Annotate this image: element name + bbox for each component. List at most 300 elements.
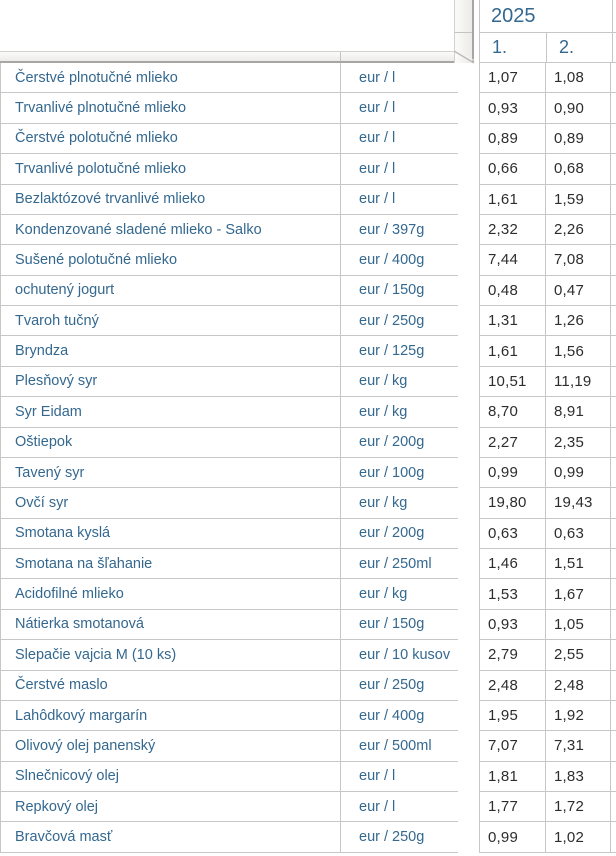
product-name: Bravčová masť [15, 829, 113, 846]
unit-label: eur / kg [359, 586, 408, 603]
product-name: Lahôdkový margarín [15, 707, 148, 724]
value-month2: 1,72 [554, 798, 584, 816]
product-cell [1, 610, 341, 639]
value-cell-month2 [546, 367, 611, 396]
table-row [1, 215, 458, 245]
value-cell-month2 [546, 63, 611, 92]
product-name: Čerstvé polotučné mlieko [15, 130, 178, 147]
value-cell-month2 [546, 458, 611, 487]
table-row [1, 640, 458, 670]
product-cell [1, 306, 341, 335]
value-month1: 0,99 [488, 828, 518, 846]
product-name: Nátierka smotanová [15, 616, 144, 633]
value-month2: 1,26 [554, 312, 584, 330]
value-cell-month1 [480, 397, 546, 426]
month-header-cell-2[interactable] [547, 33, 613, 62]
table-row [1, 792, 458, 822]
product-name: Ovčí syr [15, 494, 69, 511]
value-row [479, 701, 616, 731]
value-cell-month1 [480, 93, 546, 122]
unit-cell [341, 519, 458, 548]
unit-label: eur / 250g [359, 312, 425, 329]
value-cell-month2 [546, 428, 611, 457]
value-month2: 8,91 [554, 403, 584, 421]
value-month2: 2,26 [554, 221, 584, 239]
unit-label: eur / 397g [359, 221, 425, 238]
cutoff-column [611, 276, 616, 305]
product-cell [1, 215, 341, 244]
value-month1: 0,63 [488, 524, 518, 542]
cutoff-column [611, 93, 616, 122]
unit-label: eur / l [359, 768, 396, 785]
unit-label: eur / 150g [359, 282, 425, 299]
month-1-label: 1. [492, 37, 508, 57]
value-cell-month1 [480, 458, 546, 487]
unit-cell [341, 610, 458, 639]
unit-label: eur / 150g [359, 616, 425, 633]
unit-cell [341, 549, 458, 578]
value-cell-month1 [480, 276, 546, 305]
value-month1: 2,27 [488, 433, 518, 451]
product-cell [1, 458, 341, 487]
product-cell [1, 245, 341, 274]
value-month2: 2,48 [554, 676, 584, 694]
value-month2: 1,92 [554, 707, 584, 725]
year-label: 2025 [491, 4, 536, 27]
product-cell [1, 792, 341, 821]
value-row [479, 93, 616, 123]
value-month2: 7,31 [554, 737, 584, 755]
value-cell-month1 [480, 215, 546, 244]
cutoff-column [611, 822, 616, 851]
product-name: Tvaroh tučný [15, 312, 99, 329]
value-row [479, 276, 616, 306]
value-month2: 2,35 [554, 433, 584, 451]
value-row [479, 245, 616, 275]
unit-label: eur / kg [359, 403, 408, 420]
cutoff-column [611, 549, 616, 578]
value-cell-month1 [480, 185, 546, 214]
cutoff-column [611, 610, 616, 639]
cutoff-column [611, 306, 616, 335]
product-name: Tavený syr [15, 464, 85, 481]
value-month1: 1,07 [488, 69, 518, 87]
value-row [479, 762, 616, 792]
cutoff-column [611, 458, 616, 487]
value-row [479, 549, 616, 579]
value-month2: 1,59 [554, 190, 584, 208]
value-row [479, 63, 616, 93]
value-cell-month2 [546, 154, 611, 183]
product-cell [1, 336, 341, 365]
unit-cell [341, 488, 458, 517]
value-cell-month1 [480, 336, 546, 365]
value-row [479, 124, 616, 154]
cutoff-column [611, 671, 616, 700]
value-month1: 0,48 [488, 281, 518, 299]
value-cell-month1 [480, 792, 546, 821]
value-cell-month2 [546, 519, 611, 548]
value-row [479, 579, 616, 609]
unit-label: eur / l [359, 130, 396, 147]
unit-label: eur / 400g [359, 251, 425, 268]
value-row [479, 488, 616, 518]
value-cell-month1 [480, 701, 546, 730]
value-cell-month2 [546, 549, 611, 578]
value-cell-month1 [480, 822, 546, 851]
cutoff-column [611, 397, 616, 426]
value-month1: 0,93 [488, 99, 518, 117]
cutoff-column [611, 640, 616, 669]
value-month1: 0,89 [488, 129, 518, 147]
value-row [479, 397, 616, 427]
product-name: Bezlaktózové trvanlivé mlieko [15, 191, 206, 208]
value-month1: 0,99 [488, 464, 518, 482]
product-cell [1, 276, 341, 305]
value-month1: 10,51 [488, 372, 527, 390]
table-row [1, 731, 458, 761]
product-cell [1, 397, 341, 426]
value-cell-month2 [546, 276, 611, 305]
value-rows [479, 63, 616, 853]
value-row [479, 792, 616, 822]
product-name: Smotana na šľahanie [15, 555, 153, 572]
table-row [1, 671, 458, 701]
value-cell-month2 [546, 124, 611, 153]
product-name: Slnečnicový olej [15, 768, 119, 785]
unit-label: eur / 250g [359, 829, 425, 846]
table-row [1, 458, 458, 488]
splitter-column-divider [340, 52, 341, 61]
value-cell-month2 [546, 701, 611, 730]
unit-cell [341, 671, 458, 700]
product-cell [1, 428, 341, 457]
value-cell-month1 [480, 671, 546, 700]
cutoff-column [611, 792, 616, 821]
product-name: Repkový olej [15, 798, 99, 815]
unit-label: eur / l [359, 160, 396, 177]
value-row [479, 154, 616, 184]
value-row [479, 336, 616, 366]
value-month2: 1,02 [554, 828, 584, 846]
horizontal-splitter-bar[interactable] [0, 51, 455, 63]
value-month2: 1,67 [554, 585, 584, 603]
value-cell-month2 [546, 822, 611, 851]
table-row [1, 519, 458, 549]
table-row [1, 367, 458, 397]
value-month1: 7,07 [488, 737, 518, 755]
value-cell-month2 [546, 731, 611, 760]
value-cell-month1 [480, 762, 546, 791]
table-row [1, 245, 458, 275]
left-rows [0, 63, 458, 853]
splitter-row-divider [455, 32, 472, 33]
unit-cell [341, 397, 458, 426]
value-month2: 7,08 [554, 251, 584, 269]
table-row [1, 124, 458, 154]
unit-label: eur / 10 kusov [359, 646, 451, 663]
table-row [1, 154, 458, 184]
value-cell-month1 [480, 428, 546, 457]
unit-label: eur / l [359, 191, 396, 208]
unit-label: eur / 100g [359, 464, 425, 481]
product-name: Sušené polotučné mlieko [15, 251, 178, 268]
table-row [1, 185, 458, 215]
unit-cell [341, 428, 458, 457]
product-name: Acidofilné mlieko [15, 586, 124, 603]
product-cell [1, 822, 341, 851]
value-month1: 2,79 [488, 646, 518, 664]
value-month1: 0,93 [488, 615, 518, 633]
value-cell-month2 [546, 792, 611, 821]
unit-label: eur / l [359, 798, 396, 815]
table-row [1, 701, 458, 731]
cutoff-column [611, 731, 616, 760]
cutoff-column [611, 579, 616, 608]
product-name: Bryndza [15, 343, 69, 360]
value-month2: 1,51 [554, 555, 584, 573]
product-name: Čerstvé plnotučné mlieko [15, 69, 178, 86]
cutoff-column [611, 519, 616, 548]
value-cell-month2 [546, 306, 611, 335]
unit-cell [341, 367, 458, 396]
value-cell-month2 [546, 336, 611, 365]
value-cell-month1 [480, 124, 546, 153]
value-month1: 2,48 [488, 676, 518, 694]
product-cell [1, 63, 341, 92]
table-row [1, 579, 458, 609]
unit-label: eur / l [359, 69, 396, 86]
value-month2: 0,89 [554, 129, 584, 147]
value-row [479, 671, 616, 701]
values-pane [479, 0, 616, 853]
unit-label: eur / 200g [359, 434, 425, 451]
value-cell-month1 [480, 488, 546, 517]
product-cell [1, 579, 341, 608]
cutoff-column [611, 488, 616, 517]
table-row [1, 549, 458, 579]
value-month2: 1,56 [554, 342, 584, 360]
cutoff-column [611, 154, 616, 183]
value-month1: 1,61 [488, 190, 518, 208]
value-month1: 1,31 [488, 312, 518, 330]
year-header-row [479, 0, 616, 33]
product-cell [1, 731, 341, 760]
value-month2: 0,63 [554, 524, 584, 542]
product-cell [1, 519, 341, 548]
value-cell-month2 [546, 640, 611, 669]
value-cell-month2 [546, 610, 611, 639]
value-cell-month1 [480, 610, 546, 639]
product-cell [1, 154, 341, 183]
value-cell-month1 [480, 367, 546, 396]
product-cell [1, 762, 341, 791]
cutoff-column [611, 367, 616, 396]
product-cell [1, 671, 341, 700]
value-month1: 7,44 [488, 251, 518, 269]
unit-cell [341, 762, 458, 791]
value-cell-month2 [546, 762, 611, 791]
product-cell [1, 185, 341, 214]
value-cell-month2 [546, 245, 611, 274]
table-row [1, 610, 458, 640]
unit-cell [341, 336, 458, 365]
table-row [1, 762, 458, 792]
value-month1: 2,32 [488, 221, 518, 239]
month-header-cell-1[interactable] [480, 33, 547, 62]
unit-cell [341, 245, 458, 274]
value-row [479, 519, 616, 549]
value-month2: 11,19 [554, 372, 592, 390]
table-row [1, 428, 458, 458]
value-cell-month1 [480, 549, 546, 578]
unit-label: eur / 125g [359, 343, 425, 360]
unit-cell [341, 792, 458, 821]
value-row [479, 428, 616, 458]
value-cell-month2 [546, 215, 611, 244]
table-row [1, 822, 458, 852]
product-name: Čerstvé maslo [15, 677, 108, 694]
value-row [479, 185, 616, 215]
value-month1: 8,70 [488, 403, 518, 421]
unit-label: eur / 250g [359, 677, 425, 694]
value-month1: 19,80 [488, 494, 527, 512]
value-month2: 0,99 [554, 464, 584, 482]
unit-cell [341, 458, 458, 487]
product-name: Smotana kyslá [15, 525, 111, 542]
value-month1: 1,81 [488, 767, 518, 785]
table-row [1, 276, 458, 306]
cutoff-column [611, 336, 616, 365]
table-row [1, 397, 458, 427]
unit-label: eur / l [359, 100, 396, 117]
table-row [1, 63, 458, 93]
product-name: Olivový olej panenský [15, 737, 156, 754]
value-row [479, 306, 616, 336]
value-month2: 0,47 [554, 281, 584, 299]
cutoff-column [611, 428, 616, 457]
unit-cell [341, 93, 458, 122]
unit-cell [341, 276, 458, 305]
cutoff-column [611, 185, 616, 214]
value-month2: 1,83 [554, 767, 584, 785]
product-name: Syr Eidam [15, 403, 82, 420]
value-month2: 1,05 [554, 615, 584, 633]
cutoff-column [611, 124, 616, 153]
value-month2: 2,55 [554, 646, 584, 664]
value-cell-month1 [480, 731, 546, 760]
value-month2: 19,43 [554, 494, 593, 512]
product-cell [1, 640, 341, 669]
value-month1: 1,46 [488, 555, 518, 573]
value-cell-month1 [480, 640, 546, 669]
month-2-label: 2. [559, 37, 575, 57]
value-cell-month2 [546, 671, 611, 700]
value-month2: 0,90 [554, 99, 584, 117]
value-month2: 1,08 [554, 69, 584, 87]
unit-cell [341, 640, 458, 669]
table-row [1, 336, 458, 366]
product-name: Oštiepok [15, 434, 73, 451]
unit-label: eur / 250ml [359, 555, 432, 572]
value-month2: 0,68 [554, 160, 584, 178]
value-month1: 0,66 [488, 160, 518, 178]
product-name: Plesňový syr [15, 373, 98, 390]
unit-cell [341, 124, 458, 153]
value-cell-month2 [546, 488, 611, 517]
year-header-cell[interactable] [480, 0, 613, 32]
unit-cell [341, 215, 458, 244]
value-cell-month2 [546, 185, 611, 214]
product-cell [1, 93, 341, 122]
unit-label: eur / kg [359, 494, 408, 511]
cutoff-column [611, 63, 616, 92]
table-row [1, 93, 458, 123]
unit-cell [341, 306, 458, 335]
value-row [479, 731, 616, 761]
cutoff-column [611, 762, 616, 791]
value-cell-month1 [480, 306, 546, 335]
value-row [479, 822, 616, 852]
value-cell-month1 [480, 63, 546, 92]
value-row [479, 640, 616, 670]
unit-cell [341, 701, 458, 730]
cutoff-column [611, 245, 616, 274]
product-name: Trvanlivé polotučné mlieko [15, 160, 187, 177]
value-cell-month2 [546, 579, 611, 608]
table-row [1, 488, 458, 518]
unit-label: eur / kg [359, 373, 408, 390]
unit-cell [341, 822, 458, 851]
value-month1: 1,95 [488, 707, 518, 725]
unit-label: eur / 200g [359, 525, 425, 542]
value-cell-month1 [480, 579, 546, 608]
value-cell-month2 [546, 397, 611, 426]
product-cell [1, 367, 341, 396]
product-name: ochutený jogurt [15, 282, 115, 299]
value-month1: 1,77 [488, 798, 518, 816]
unit-label: eur / 400g [359, 707, 425, 724]
month-header-row [479, 33, 616, 63]
product-cell [1, 124, 341, 153]
unit-cell [341, 579, 458, 608]
unit-cell [341, 63, 458, 92]
value-row [479, 610, 616, 640]
product-cell [1, 701, 341, 730]
unit-label: eur / 500ml [359, 737, 432, 754]
product-name: Slepačie vajcia M (10 ks) [15, 646, 177, 663]
unit-cell [341, 154, 458, 183]
value-cell-month2 [546, 93, 611, 122]
cutoff-column [611, 701, 616, 730]
value-month1: 1,53 [488, 585, 518, 603]
table-row [1, 306, 458, 336]
value-row [479, 458, 616, 488]
value-cell-month1 [480, 154, 546, 183]
value-month1: 1,61 [488, 342, 518, 360]
unit-cell [341, 185, 458, 214]
product-name: Trvanlivé plnotučné mlieko [15, 100, 187, 117]
value-row [479, 215, 616, 245]
product-cell [1, 549, 341, 578]
product-cell [1, 488, 341, 517]
value-cell-month1 [480, 245, 546, 274]
cutoff-column [611, 215, 616, 244]
product-name: Kondenzované sladené mlieko - Salko [15, 221, 262, 238]
unit-cell [341, 731, 458, 760]
value-row [479, 367, 616, 397]
value-cell-month1 [480, 519, 546, 548]
